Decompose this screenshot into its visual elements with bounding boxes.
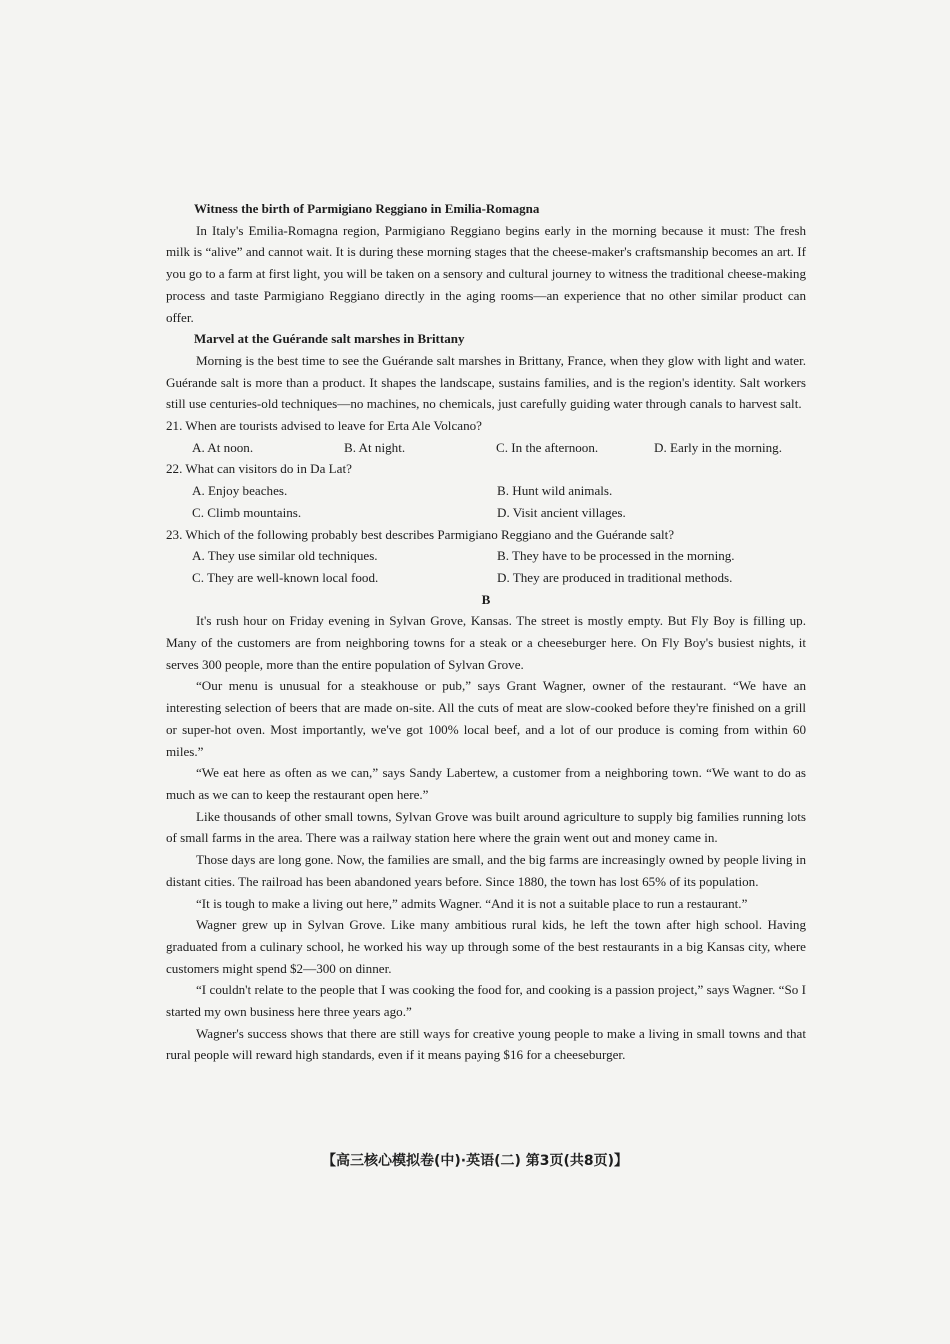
- paragraph-guerande: Morning is the best time to see the Guérande salt marshes in Brittany, France, when they glow with light and water. Guérande salt is more than a product. It shapes the landscape, sustains families, and is the region's identity. Salt workers still use centuries-old techniques—no machines, no chemicals, just carefully guiding water through canals to harvest salt.: [166, 352, 806, 412]
- passage-b-paragraph: “I couldn't relate to the people that I was cooking the food for, and cooking is a passion project,” says Wagner. “So I started my own business here three years ago.”: [166, 982, 806, 1020]
- passage-b-paragraph: Like thousands of other small towns, Sylvan Grove was built around agriculture to supply big families running lots of small farms in the area. There was a railway station here where the grain went out and money came in.: [166, 808, 806, 846]
- passage-b-paragraph: Wagner's success shows that there are still ways for creative young people to make a living in small towns and that rural people will reward high standards, even if it means paying $16 for a cheeseburger.: [166, 1025, 806, 1063]
- page-footer: 【高三核心模拟卷(中)·英语(二) 第3页(共8页)】: [321, 1153, 629, 1169]
- question-22-stem: 22. What can visitors do in Da Lat?: [166, 461, 352, 477]
- question-21-stem: 21. When are tourists advised to leave for Erta Ale Volcano?: [166, 418, 482, 434]
- q21-option-b: B. At night.: [344, 439, 406, 455]
- passage-b-paragraph: “It is tough to make a living out here,” admits Wagner. “And it is not a suitable place to run a restaurant.”: [196, 895, 748, 911]
- question-23-options-row2: [166, 567, 806, 589]
- page-content: [166, 198, 806, 1066]
- q21-option-a: A. At noon.: [192, 439, 254, 455]
- heading-parmigiano: Witness the birth of Parmigiano Reggiano in Emilia-Romagna: [194, 201, 540, 216]
- passage-b-paragraph: “Our menu is unusual for a steakhouse or pub,” says Grant Wagner, owner of the restaurant. “We have an interesting selection of beers that are made on-site. All the cuts of meat are slow-cooked before they're finished on a grill or super-hot oven. Most importantly, we've got 100% local beef, and a lot of our produce is coming from within 60 miles.”: [166, 678, 806, 759]
- q22-option-d: D. Visit ancient villages.: [497, 504, 626, 520]
- question-22-options-row2: [166, 502, 806, 524]
- passage-b-paragraph: Wagner grew up in Sylvan Grove. Like many ambitious rural kids, he left the town after high school. Having graduated from a culinary school, he worked his way up through some of the best restaurants in a big Kansas city, where customers might spend $2—300 on dinner.: [166, 917, 806, 976]
- q23-option-b: B. They have to be processed in the morning.: [497, 548, 735, 564]
- passage-b-paragraph: “We eat here as often as we can,” says Sandy Labertew, a customer from a neighboring town. “We want to do as much as we can to keep the restaurant open here.”: [166, 765, 806, 802]
- q23-option-d: D. They are produced in traditional methods.: [497, 569, 733, 585]
- question-21-options: [166, 437, 806, 459]
- q21-option-d: D. Early in the morning.: [654, 439, 783, 455]
- q22-option-c: C. Climb mountains.: [192, 504, 302, 520]
- q23-option-a: A. They use similar old techniques.: [192, 548, 378, 564]
- passage-b-paragraph: It's rush hour on Friday evening in Sylvan Grove, Kansas. The street is mostly empty. But Fly Boy is filling up. Many of the customers are from neighboring towns for a steak or a cheeseburger here. On Fly Boy's busiest nights, it serves 300 people, more than the entire population of Sylvan Grove.: [166, 613, 806, 672]
- question-23-stem: 23. Which of the following probably best describes Parmigiano Reggiano and the Guérande salt?: [166, 526, 675, 542]
- q21-option-c: C. In the afternoon.: [496, 439, 599, 455]
- section-b-label: B: [481, 591, 491, 607]
- q22-option-a: A. Enjoy beaches.: [192, 483, 288, 499]
- q22-option-b: B. Hunt wild animals.: [497, 483, 613, 499]
- heading-guerande: Marvel at the Guérande salt marshes in Brittany: [194, 331, 465, 347]
- paragraph-parmigiano: In Italy's Emilia-Romagna region, Parmigiano Reggiano begins early in the morning because it must: The fresh milk is “alive” and cannot wait. It is during these morning stages that the cheese-maker's craftsmanship becomes an art. If you go to a farm at first light, you will be taken on a sensory and cultural journey to witness the traditional cheese-making process and taste Parmigiano Reggiano directly in the aging rooms—an experience that no other similar product can offer.: [166, 222, 806, 325]
- question-22-options-row1: [166, 480, 806, 502]
- question-23-options-row1: [166, 545, 806, 567]
- passage-b-paragraph: Those days are long gone. Now, the families are small, and the big farms are increasingly owned by people living in distant cities. The railroad has been abandoned years before. Since 1880, the town has lost 65% of its population.: [166, 852, 806, 889]
- q23-option-c: C. They are well-known local food.: [192, 569, 379, 585]
